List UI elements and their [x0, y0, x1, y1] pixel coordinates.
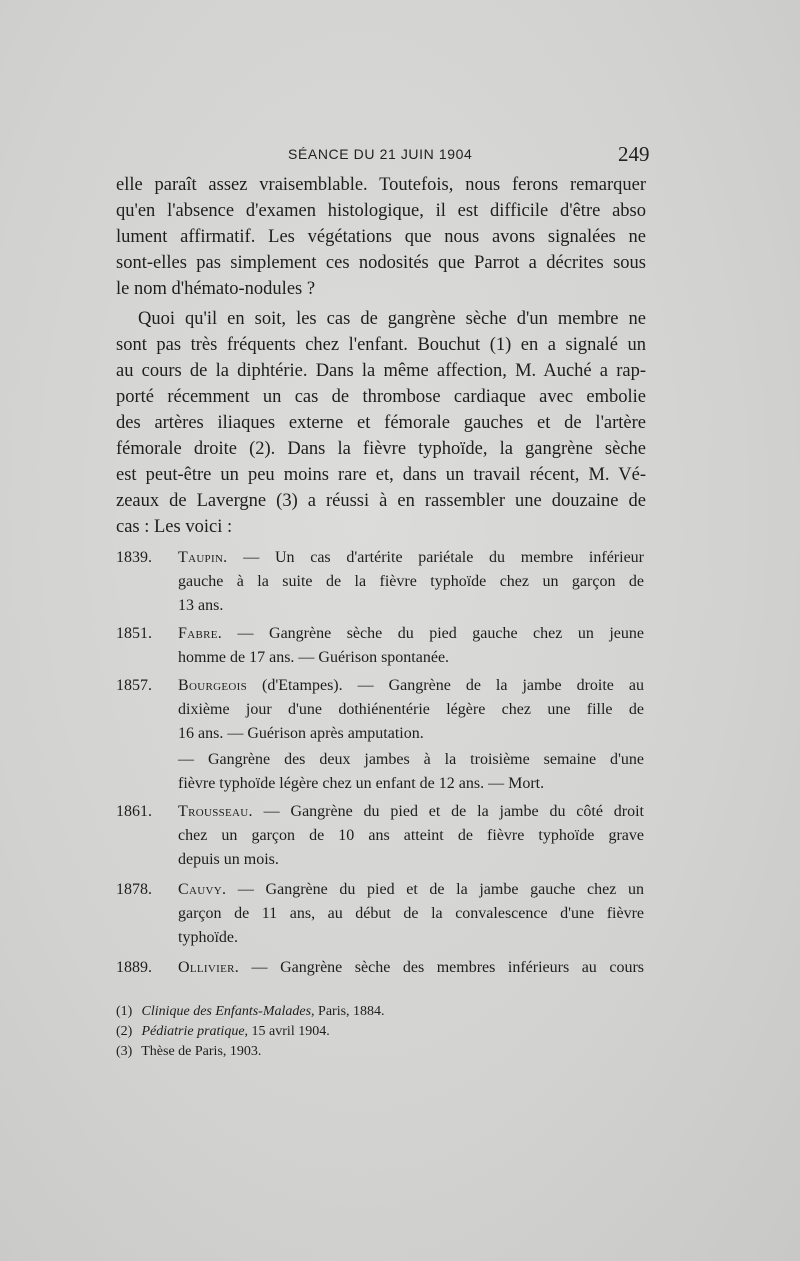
case-line: gauche à la suite de la fièvre typhoïde chez un garçon de — [178, 573, 644, 590]
paragraph-2-line: fémorale droite (2). Dans la fièvre typhoïde, la gangrène sèche — [116, 439, 646, 459]
case-author: Taupin. — [178, 549, 228, 566]
case-author: Fabre. — [178, 625, 223, 642]
footnote-title: Pédiatrie pratique — [141, 1024, 245, 1039]
case-line — [178, 800, 644, 824]
running-title: SÉANCE DU 21 JUIN 1904 — [288, 146, 473, 162]
case-author: Trousseau. — [178, 803, 253, 820]
case-line — [178, 546, 644, 570]
footnote-title: Clinique des Enfants-Malades — [141, 1004, 312, 1019]
case-year: 1851. — [116, 625, 152, 642]
case-line — [178, 956, 644, 980]
case-year: 1839. — [116, 549, 152, 566]
case-text: — Gangrène sèche du pied gauche chez un jeune — [222, 625, 644, 642]
paragraph-2-line: cas : Les voici : — [116, 517, 233, 537]
case-line: — Gangrène des deux jambes à la troisième semaine d'une — [178, 751, 644, 768]
paragraph-2-line: Quoi qu'il en soit, les cas de gangrène sèche d'un membre ne — [138, 309, 646, 329]
case-text: — Un cas d'artérite pariétale du membre inférieur — [227, 549, 644, 566]
case-year: 1861. — [116, 803, 152, 820]
paragraph-1-line: lument affirmatif. Les végétations que nous avons signalées ne — [116, 227, 646, 247]
footnote-rest: , Paris, 1884. — [311, 1004, 385, 1019]
case-line: typhoïde. — [178, 929, 238, 946]
case-text: — Gangrène du pied et de la jambe du côté droit — [252, 803, 644, 820]
page-header — [0, 142, 800, 168]
footnote-number: (3) — [116, 1044, 133, 1059]
case-line: 16 ans. — Guérison après amputation. — [178, 725, 424, 742]
paragraph-1-line: elle paraît assez vraisemblable. Toutefois, nous ferons remarquer — [116, 175, 646, 195]
paragraph-2-line: est peut-être un peu moins rare et, dans un travail récent, M. Vé- — [116, 465, 646, 485]
case-line: 13 ans. — [178, 597, 224, 614]
footnote-rest: Thèse de Paris, 1903. — [141, 1044, 262, 1059]
footnote — [116, 1022, 616, 1042]
case-author: Ollivier. — [178, 959, 240, 976]
paragraph-1-line: qu'en l'absence d'examen histologique, il est difficile d'être abso — [116, 201, 646, 221]
case-year: 1889. — [116, 959, 152, 976]
paragraph-1-line: le nom d'hémato-nodules ? — [116, 279, 316, 299]
footnote — [116, 1002, 616, 1022]
case-text: (d'Etampes). — Gangrène de la jambe droite au — [246, 677, 644, 694]
paragraph-2-line: des artères iliaques externe et fémorale gauches et de l'artère — [116, 413, 646, 433]
case-line: garçon de 11 ans, au début de la convalescence d'une fièvre — [178, 905, 644, 922]
footnote-number: (2) — [116, 1024, 133, 1039]
case-text: — Gangrène sèche des membres inférieurs au cours — [239, 959, 644, 976]
page-number: 249 — [618, 142, 650, 166]
case-line: dixième jour d'une dothiénentérie légère chez une fille de — [178, 701, 644, 718]
footnote-rest: , 15 avril 1904. — [244, 1024, 330, 1039]
case-line: fièvre typhoïde légère chez un enfant de 12 ans. — Mort. — [178, 775, 545, 792]
case-text: — Gangrène du pied et de la jambe gauche chez un — [226, 881, 644, 898]
paragraph-2-line: au cours de la diphtérie. Dans la même affection, M. Auché a rap- — [116, 361, 646, 381]
footnote — [116, 1042, 616, 1062]
paragraph-2-line: zeaux de Lavergne (3) a réussi à en rassembler une douzaine de — [116, 491, 646, 511]
case-year: 1857. — [116, 677, 152, 694]
case-line — [178, 674, 644, 698]
case-author: Bourgeois — [178, 677, 247, 694]
case-line — [178, 622, 644, 646]
case-author: Cauvy. — [178, 881, 227, 898]
case-line: chez un garçon de 10 ans atteint de fièvre typhoïde grave — [178, 827, 644, 844]
paragraph-2-line: sont pas très fréquents chez l'enfant. Bouchut (1) en a signalé un — [116, 335, 646, 355]
case-year: 1878. — [116, 881, 152, 898]
case-line: depuis un mois. — [178, 851, 279, 868]
paragraph-1-line: sont-elles pas simplement ces nodosités que Parrot a décrites sous — [116, 253, 646, 273]
case-line: homme de 17 ans. — Guérison spontanée. — [178, 649, 450, 666]
footnote-number: (1) — [116, 1004, 133, 1019]
case-line — [178, 878, 644, 902]
paragraph-2-line: porté récemment un cas de thrombose cardiaque avec embolie — [116, 387, 646, 407]
